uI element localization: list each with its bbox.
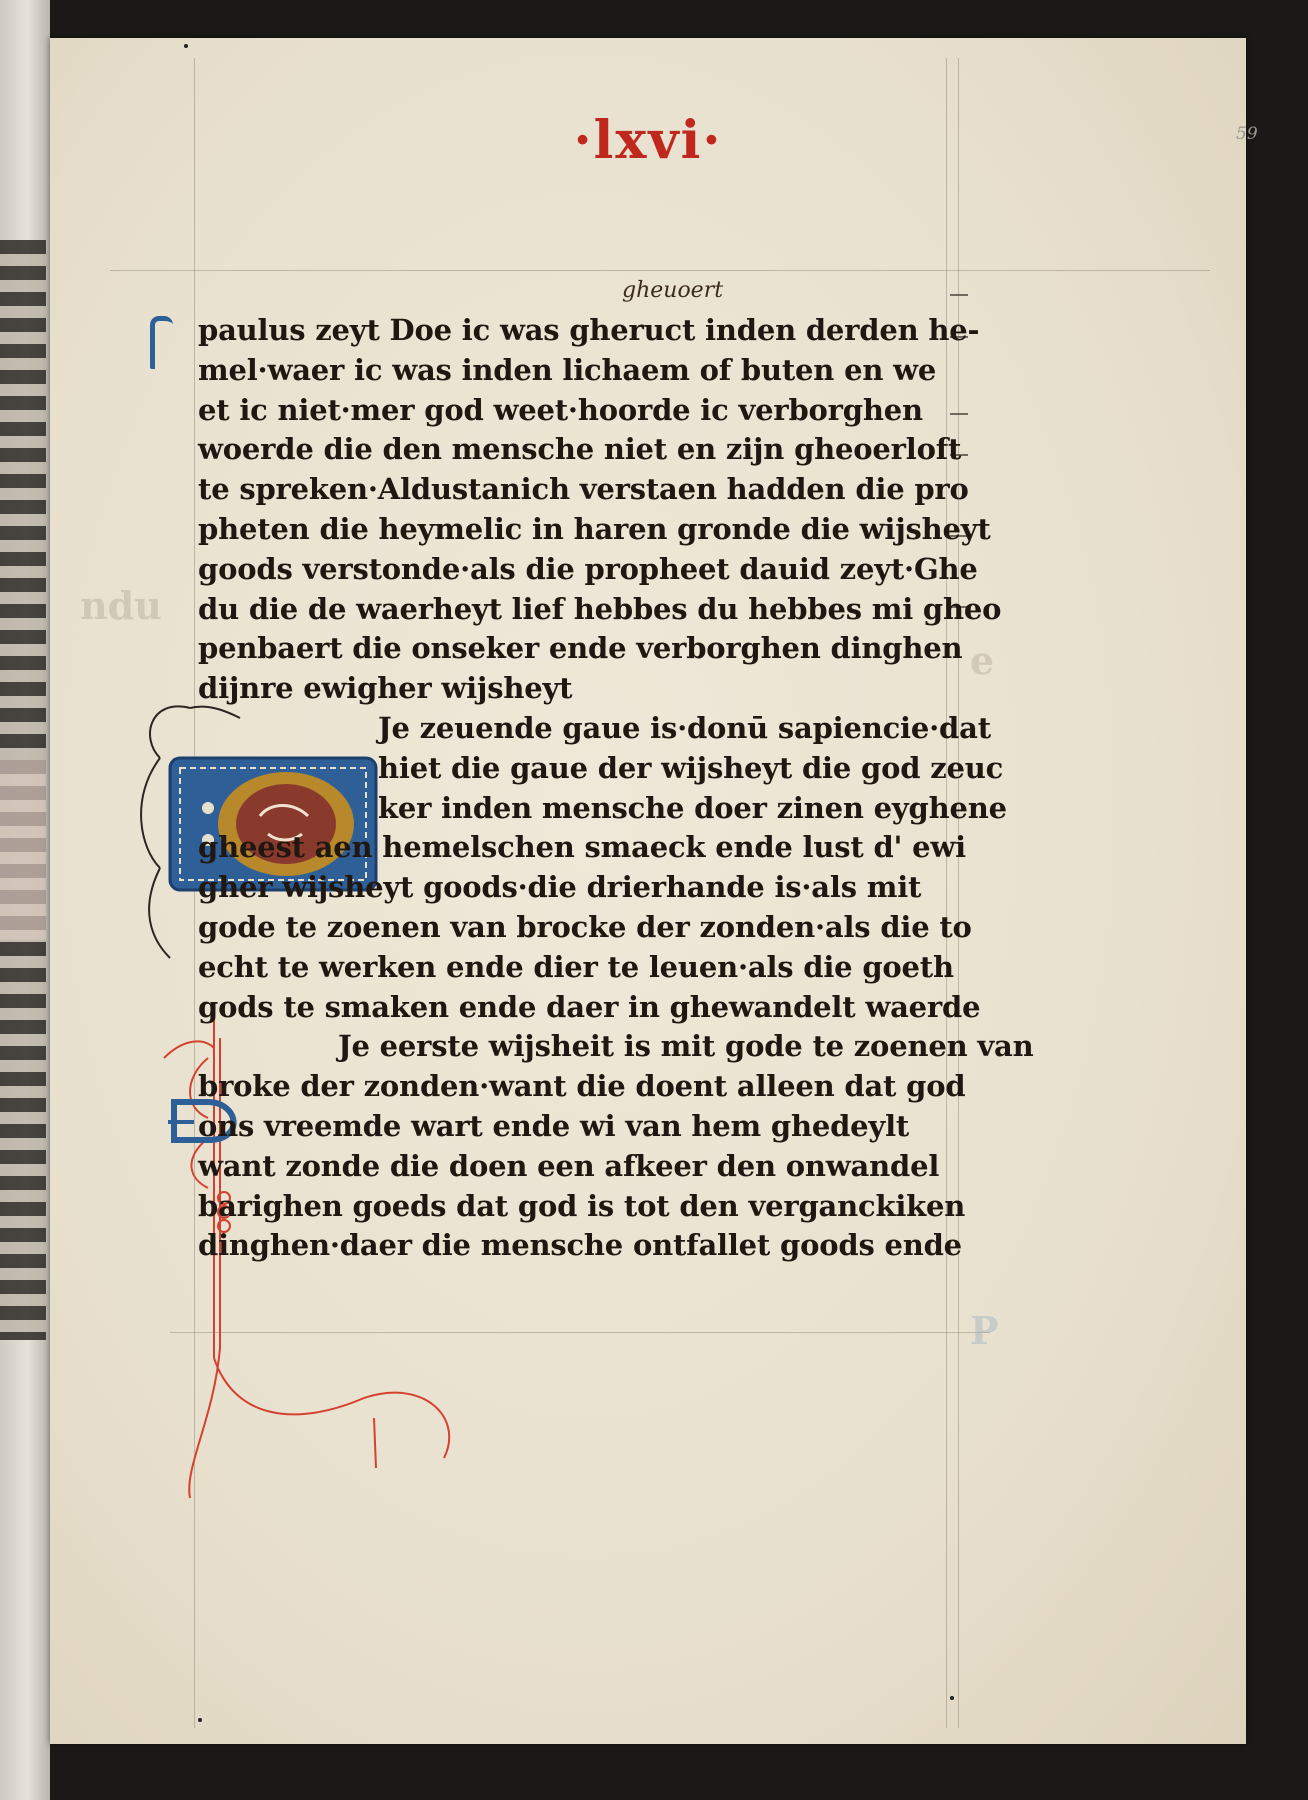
text-line: te spreken·Aldustanich verstaen hadden die pro [198, 472, 969, 507]
folio-number: 59 [1236, 124, 1258, 144]
text-line: Je eerste wijsheit is mit gode te zoenen van [338, 1029, 1034, 1064]
text-line: hiet die gaue der wijsheyt die god zeuc [378, 750, 1004, 785]
running-head: ·lxvi· [573, 110, 723, 171]
text-line: pheten die heymelic in haren gronde die wijsheyt [198, 511, 991, 546]
text-line: dijnre ewigher wijsheyt [198, 671, 573, 706]
show-through-text: ndu [80, 583, 162, 628]
text-line: goods verstonde·als die propheet dauid zeyt·Ghe [198, 551, 978, 586]
text-line: gher wijsheyt goods·die drierhande is·als mit [198, 870, 922, 905]
text-line: gheest aen hemelschen smaeck ende lust d' ewi [198, 830, 966, 865]
pricking-dot [198, 1718, 202, 1722]
text-line: broke der zonden·want die doent alleen dat god [198, 1069, 966, 1104]
text-line: ons vreemde wart ende wi van hem ghedeylt [198, 1108, 910, 1143]
show-through-text: P [970, 1308, 999, 1353]
text-line: gods te smaken ende daer in ghewandelt waerde [198, 989, 981, 1024]
text-line: paulus zeyt Doe ic was gheruct inden derden he- [198, 313, 980, 347]
text-line: want zonde die doen een afkeer den onwandel [198, 1148, 940, 1183]
show-through-text: e [970, 638, 995, 683]
manuscript-leaf [50, 38, 1258, 1744]
facing-page-stain [0, 760, 46, 940]
pricking-dot [950, 1696, 954, 1700]
main-text-block [198, 310, 1034, 1265]
text-line: Je zeuende gaue is·donū sapiencie·dat [378, 710, 991, 745]
text-line: gode te zoenen van brocke der zonden·als die to [198, 909, 972, 944]
paraph-mark [150, 316, 173, 369]
text-line: dinghen·daer die mensche ontfallet goods ende [198, 1228, 962, 1263]
interlinear-gloss: gheuoert [622, 278, 724, 303]
text-line: et ic niet·mer god weet·hoorde ic verborghen [198, 392, 923, 427]
text-line: barighen goeds dat god is tot den verganckiken [198, 1188, 966, 1223]
text-line: penbaert die onseker ende verborghen dinghen [198, 631, 963, 666]
ruling-top [110, 270, 1210, 271]
text-line: echt te werken ende dier te leuen·als die goeth [198, 949, 954, 984]
text-line: ker inden mensche doer zinen eyghene [378, 790, 1007, 825]
facing-page-edge [0, 0, 50, 1800]
text-line: mel·waer ic was inden lichaem of buten en we [198, 352, 937, 387]
text-line: woerde die den mensche niet en zijn gheoerloft [198, 432, 962, 467]
text-line: du die de waerheyt lief hebbes du hebbes mi gheo [198, 591, 1002, 626]
pricking-dot [184, 44, 188, 48]
margin-mark [950, 294, 968, 296]
